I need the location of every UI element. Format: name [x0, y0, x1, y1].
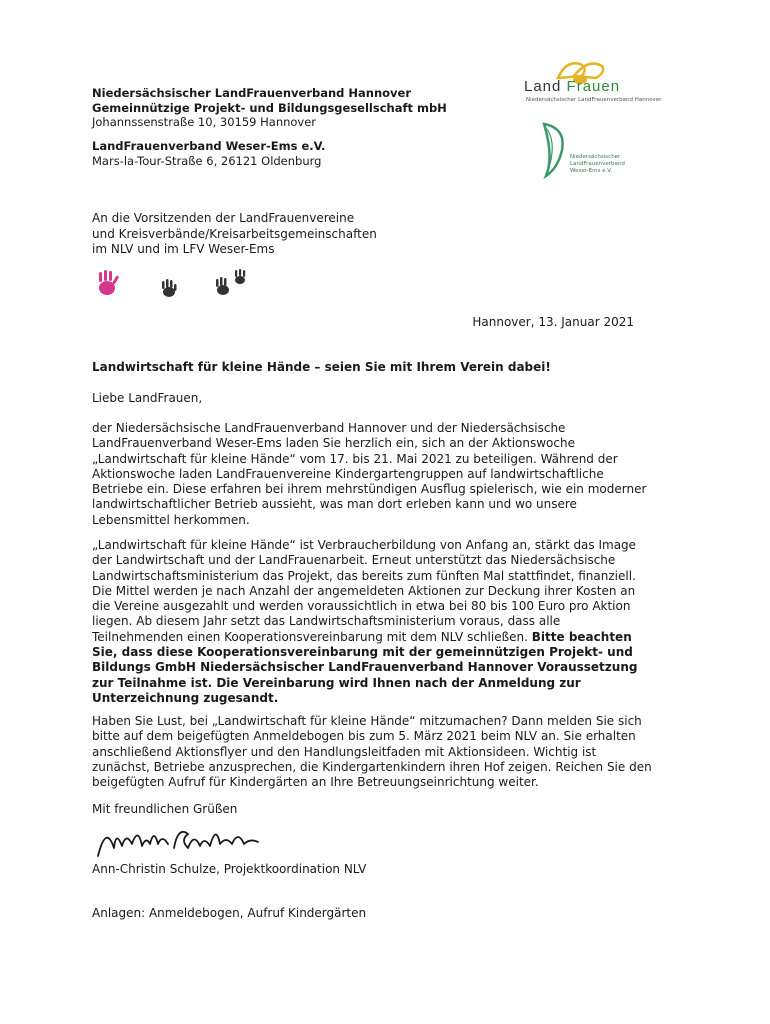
- signer-name: Ann-Christin Schulze, Projektkoordination NLV: [92, 862, 367, 876]
- recipient-line: An die Vorsitzenden der LandFrauenvereine: [92, 211, 355, 225]
- sender-address-1: Johannssenstraße 10, 30159 Hannover: [92, 115, 317, 129]
- landfrauen-tagline: Niedersächsischer LandFrauenverband Hannover: [526, 97, 662, 103]
- recipient-block: [92, 211, 377, 258]
- closing: Mit freundlichen Grüßen: [92, 802, 238, 816]
- letter-date: Hannover, 13. Januar 2021: [472, 315, 634, 329]
- para2-bold-notice: Bitte beachten Sie, dass diese Kooperationsvereinbarung mit der gemeinnützigen Projekt- und Bildungs GmbH Niedersächsischer LandFrauenverband Hannover Voraussetzung zur Teilnahme ist. Die Vereinbarung wird Ihnen nach der Anmeldung zur Unterzeichnung zugesandt.: [92, 629, 638, 705]
- body-paragraph-1: der Niedersächsische LandFrauenverband Hannover und der Niedersächsische LandFrauenverband Weser-Ems laden Sie herzlich ein, sich an der Aktionswoche „Landwirtschaft für kleine Hände“ vom 17. bis 21. Mai 2021 zu beteiligen. Während der Aktionswoche laden LandFrauenvereine Kindergartengruppen auf landwirtschaftliche Betriebe ein. Diese erfahren bei ihrem mehrstündigen Ausflug spielerisch, wie ein moderner landwirtschaftlicher Betrieb aussieht, was man dort erleben kann und wo unsere Lebensmittel herkommen.: [92, 421, 647, 527]
- sender-org-2: Gemeinnützige Projekt- und Bildungsgesellschaft mbH: [92, 100, 447, 115]
- body-paragraph-2: [92, 538, 652, 706]
- body-paragraph-3: Haben Sie Lust, bei „Landwirtschaft für kleine Hände“ mitzumachen? Dann melden Sie sich bitte auf dem beigefügten Anmeldebogen bis zum 5. März 2021 beim NLV an. Sie erhalten anschließend Aktionsflyer und den Handlungsleitfaden mit Aktionsideen. Wichtig ist zunächst, Betriebe anzusprechen, die Kindergartenkindern ihren Hof zeigen. Reichen Sie den beigefügten Aufruf für Kindergärten an Ihre Betreuungseinrichtung weiter.: [92, 714, 652, 790]
- sender-block: [92, 86, 447, 130]
- para2-text: „Landwirtschaft für kleine Hände“ ist Verbraucherbildung von Anfang an, stärkt das Image der Landwirtschaft und der LandFrauenarbeit. Erneut unterstützt das Niedersächsische Landwirtschaftsministerium das Projekt, das bereits zum fünften Mal stattfindet, finanziell. Die Mittel werden je nach Anzahl der angemeldeten Aktionen zur Deckung ihrer Kosten an die Vereine ausgezahlt und werden voraussichtlich in etwa bei 80 bis 100 Euro pro Aktion liegen. Ab diesem Jahr setzt das Landwirtschaftsministerium voraus, dass alle Teilnehmenden einen Kooperationsvereinbarung mit dem NLV schließen.: [92, 538, 637, 644]
- weser-ems-logo: Niedersächsischer LandFrauenverband Weser-Ems e.V.: [536, 120, 646, 180]
- handwritten-signature: [92, 818, 272, 862]
- handprints-icon: [95, 268, 265, 302]
- sender-block-2: [92, 139, 325, 168]
- recipient-line: und Kreisverbände/Kreisarbeitsgemeinschaften: [92, 226, 377, 241]
- attachments: Anlagen: Anmeldebogen, Aufruf Kindergärten: [92, 906, 367, 920]
- sender-org-3: LandFrauenverband Weser-Ems e.V.: [92, 139, 326, 153]
- sender-org-1: Niedersächsischer LandFrauenverband Hannover: [92, 86, 412, 100]
- landfrauen-logo: Land Frauen Niedersächsischer LandFrauenverband Hannover: [518, 56, 658, 106]
- salutation: Liebe LandFrauen,: [92, 391, 203, 405]
- sender-address-2: Mars-la-Tour-Straße 6, 26121 Oldenburg: [92, 153, 322, 168]
- recipient-line: im NLV und im LFV Weser-Ems: [92, 242, 275, 256]
- letter-subject: Landwirtschaft für kleine Hände – seien Sie mit Ihrem Verein dabei!: [92, 360, 551, 374]
